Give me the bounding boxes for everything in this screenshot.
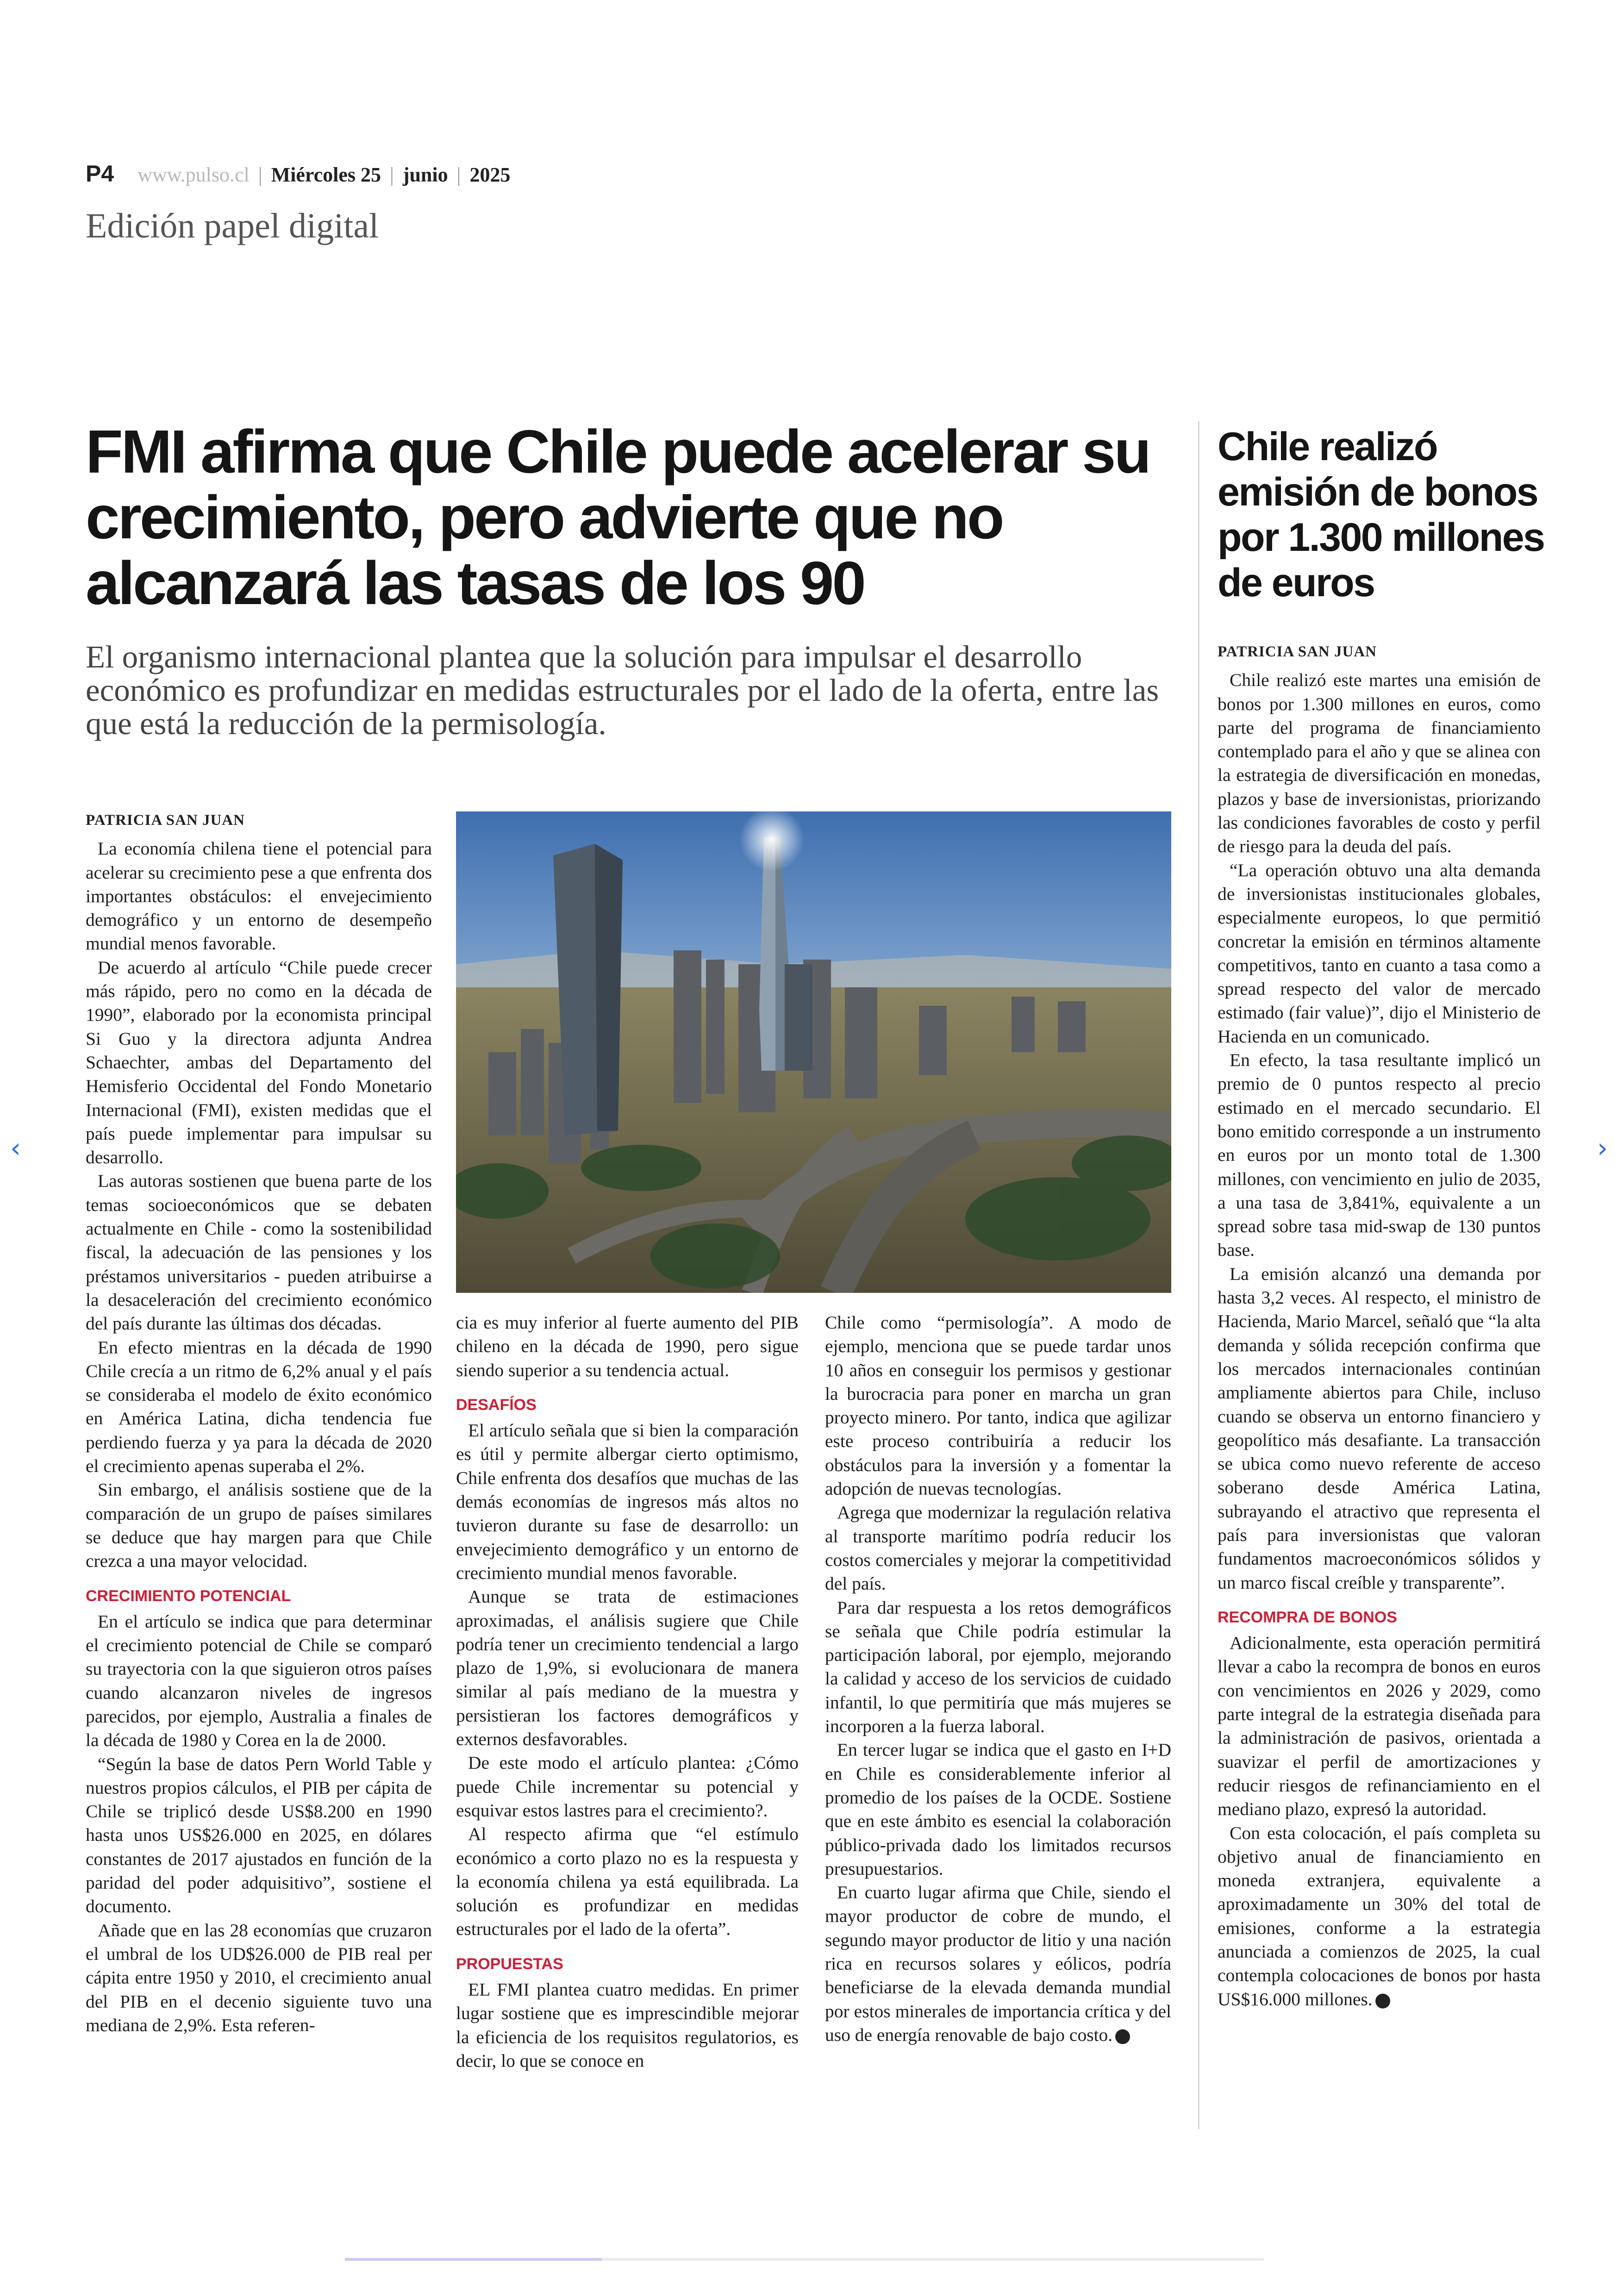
body-paragraph: En el artículo se indica que para determinar el crecimiento potencial de Chile se comparó su trayectoria con la que siguieron otros países cuando alcanzaron niveles de ingresos parecidos, por ejemplo, Australia a finales de la década de 1980 y Corea en la de 2000. [86, 1611, 432, 1751]
edition-label: Edición papel digital [86, 206, 379, 245]
body-paragraph: La emisión alcanzó una demanda por hasta 3,2 veces. Al respecto, el ministro de Hacienda, Mario Marcel, señaló que “la alta demanda y sólida recepción confirma que los mercados internacionales continúan ampliamente abiertos para Chile, incluso cuando se observa un entorno financiero y geopolítico más desafiante. La transacción se ubica como nuevo referente de acceso soberano desde América Latina, subrayando el atractivo que representa el país para inversionistas que valoran fundamentos macroeconómicos sólidos y un marco fiscal creíble y transparente”. [1218, 1263, 1541, 1593]
body-paragraph: Añade que en las 28 economías que cruzaron el umbral de los UD$26.000 de PIB real per cápita entre 1950 y 2010, el crecimiento anual del PIB en el decenio siguiente tuvo una mediana de 2,9%. Esta referen- [86, 1920, 432, 2035]
body-paragraph: De acuerdo al artículo “Chile puede crecer más rápido, pero no como en la década de 1990”, elaborado por la economista principal Si Guo y la directora adjunta Andrea Schaechter, ambas del Departamento del Hemisferio Occidental del Fondo Monetario Internacional (FMI), existen medidas que el país puede implementar para impulsar su desarrollo. [86, 957, 432, 1168]
main-deck: El organismo internacional plantea que la solución para impulsar el desarrollo económico es profundizar en medidas estructurales por el lado de la oferta, entre las que está la reducción de la permisología. [86, 639, 1159, 741]
body-paragraph: Sin embargo, el análisis sostiene que de la comparación de un grupo de países similares se deduce que hay margen para que Chile crezca a una mayor velocidad. [86, 1479, 432, 1572]
folio-separator: | [390, 163, 394, 186]
body-paragraph: Chile realizó este martes una emisión de bonos por 1.300 millones en euros, como parte del programa de financiamiento contemplado para el año y que se alinea con la estrategia de diversificación en monedas, plazos y base de inversionistas, priorizando las condiciones favorables de costo y perfil de riesgo para la deuda del país. [1218, 670, 1541, 857]
chevron-left-icon: ‹ [10, 1132, 21, 1164]
section-subhead: CRECIMIENTO POTENCIAL [86, 1587, 291, 1605]
section-subhead: DESAFÍOS [456, 1396, 537, 1414]
article-column-1 [86, 809, 432, 2037]
body-paragraph: Al respecto afirma que “el estímulo económico a corto plazo no es la respuesta y la economía chilena ya está equilibrada. La solución es profundizar en medidas estructurales por el lado de la oferta”. [456, 1824, 799, 1940]
end-mark-icon [1375, 1994, 1390, 2008]
santiago-skyline-illustration [456, 811, 1171, 1293]
sidebar-byline: PATRICIA SAN JUAN [1218, 643, 1377, 660]
sidebar-column [1218, 640, 1541, 2011]
body-paragraph: Para dar respuesta a los retos demográficos se señala que Chile podría estimular la participación laboral, por ejemplo, mejorando la calidad y acceso de los servicios de cuidado infantil, lo que permitiría que más mujeres se incorporen a la fuerza laboral. [825, 1597, 1171, 1737]
folio-separator: | [456, 163, 461, 186]
chevron-right-icon: › [1597, 1132, 1608, 1164]
city-skyline-photo [456, 811, 1171, 1293]
body-paragraph: Aunque se trata de estimaciones aproximadas, el análisis sugiere que Chile podría tener un crecimiento tendencial a largo plazo de 1,9%, si evolucionara de manera similar al país mediano de la muestra y persistieran los factores demográficos y externos desfavorables. [456, 1586, 799, 1750]
body-paragraph: De este modo el artículo plantea: ¿Cómo puede Chile incrementar su potencial y esquivar estos lastres para el crecimiento?. [456, 1752, 799, 1821]
body-paragraph: En efecto mientras en la década de 1990 Chile crecía a un ritmo de 6,2% anual y el país se consideraba el modelo de éxito económico en América Latina, dicha tendencia fue perdiendo fuerza y ya para la década de 2020 el crecimiento apenas superaba el 2%. [86, 1337, 432, 1477]
next-page-button[interactable] [1597, 1134, 1616, 1162]
body-paragraph: “Según la base de datos Pern World Table y nuestros propios cálculos, el PIB per cápita de Chile se triplicó desde US$8.200 en 1990 hasta unos US$26.000 en 2025, en dólares constantes de 2017 ajustados en función de la paridad del poder adquisitivo”, sostiene el documento. [86, 1753, 432, 1917]
page-number: P4 [86, 161, 114, 187]
body-paragraph: cia es muy inferior al fuerte aumento del PIB chileno en la década de 1990, pero sigue siendo superior a su tendencia actual. [456, 1312, 799, 1380]
page-scrollbar-thumb[interactable] [345, 2258, 602, 2261]
body-paragraph: En efecto, la tasa resultante implicó un premio de 0 puntos respecto al precio estimado en el mercado secundario. El bono emitido corresponde a un instrumento en euros por un monto total de 1.300 millones, con vencimiento en julio de 2035, a una tasa de 3,841%, equivalente a un spread sobre tasa mid-swap de 130 puntos base. [1218, 1050, 1541, 1260]
prev-page-button[interactable] [10, 1134, 29, 1162]
main-byline: PATRICIA SAN JUAN [86, 812, 245, 829]
body-paragraph [1218, 1821, 1541, 2011]
body-paragraph: “La operación obtuvo una alta demanda de inversionistas institucionales globales, especialmente europeos, lo que permitió concretar la emisión en términos altamente competitivos, tanto en cuanto a tasa como a spread respecto del valor de mercado estimado (fair value)”, dijo el Ministerio de Hacienda en un comunicado. [1218, 860, 1541, 1047]
body-paragraph: La economía chilena tiene el potencial para acelerar su crecimiento pese a que enfrenta dos importantes obstáculos: el envejecimiento demográfico y un entorno de desempeño mundial menos favorable. [86, 838, 432, 954]
article-column-3 [825, 1311, 1171, 2047]
folio-separator: | [258, 163, 262, 186]
page-folio [86, 160, 510, 187]
site-url: www.pulso.cl [137, 163, 250, 186]
section-subhead: RECOMPRA DE BONOS [1218, 1608, 1397, 1626]
issue-year: 2025 [469, 163, 511, 186]
body-paragraph: En tercer lugar se indica que el gasto en I+D en Chile es considerablemente inferior al promedio de los países de la OCDE. Sostiene que en este ámbito es esencial la colaboración público-privada dado los limitados recursos presupuestarios. [825, 1740, 1171, 1879]
sidebar-headline: Chile realizó emisión de bonos por 1.300 millones de euros [1218, 424, 1544, 605]
article-column-2 [456, 1311, 799, 2073]
body-paragraph: EL FMI plantea cuatro medidas. En primer lugar sostiene que es imprescindible mejorar la eficiencia de los requisitos regulatorios, es decir, lo que se conoce en [456, 1979, 799, 2071]
body-paragraph: El artículo señala que si bien la comparación es útil y permite albergar cierto optimismo, Chile enfrenta dos desafíos que muchas de las demás economías de ingresos más altos no tuvieron durante su fase de desarrollo: un envejecimiento demográfico y un entorno de crecimiento mundial menos favorable. [456, 1420, 799, 1583]
section-subhead: PROPUESTAS [456, 1955, 563, 1973]
body-paragraph-text: Con esta colocación, el país completa su objetivo anual de financiamiento en moneda extranjera, equivalente a aproximadamente un 30% del total de emisiones, conforme a la estrategia anunciada a comienzos de 2025, la cual contempla colocaciones de bonos por hasta US$16.000 millones. [1218, 1822, 1541, 2009]
issue-day: Miércoles 25 [271, 163, 381, 186]
end-mark-icon [1115, 2029, 1130, 2044]
issue-month: junio [402, 163, 448, 186]
body-paragraph [825, 1881, 1171, 2047]
body-paragraph: Agrega que modernizar la regulación relativa al transporte marítimo podría reducir los costos comerciales y mejorar la competitividad del país. [825, 1502, 1171, 1594]
body-paragraph: Chile como “permisología”. A modo de ejemplo, menciona que se puede tardar unos 10 años en conseguir los permisos y gestionar la burocracia para poner en marcha un gran proyecto minero. Por tanto, indica que agilizar este proceso contribuiría a reducir los obstáculos para la inversión y a fomentar la adopción de nuevas tecnologías. [825, 1312, 1171, 1499]
column-divider [1198, 421, 1199, 2129]
body-paragraph: Las autoras sostienen que buena parte de los temas socioeconómicos que se debaten actualmente en Chile - como la sostenibilidad fiscal, la adecuación de las pensiones y los préstamos universitarios - pueden atribuirse a la desaceleración del crecimiento económico del país durante las últimas dos décadas. [86, 1171, 432, 1334]
main-headline: FMI afirma que Chile puede acelerar su crecimiento, pero advierte que no alcanzará las tasas de los 90 [86, 418, 1150, 617]
body-paragraph: Adicionalmente, esta operación permitirá llevar a cabo la recompra de bonos en euros con vencimientos en 2026 y 2029, como parte integral de la estrategia diseñada para la administración de pasivos, orientada a suavizar el perfil de amortizaciones y reducir riesgos de refinanciamiento en el mediano plazo, expresó la autoridad. [1218, 1633, 1541, 1820]
body-paragraph-text: En cuarto lugar afirma que Chile, siendo el mayor productor de cobre de mundo, el segundo mayor productor de litio y una nación rica en recursos solares y eólicos, podría beneficiarse de la elevada demanda mundial por estos minerales de importancia crítica y del uso de energía renovable de bajo costo. [825, 1882, 1171, 2045]
